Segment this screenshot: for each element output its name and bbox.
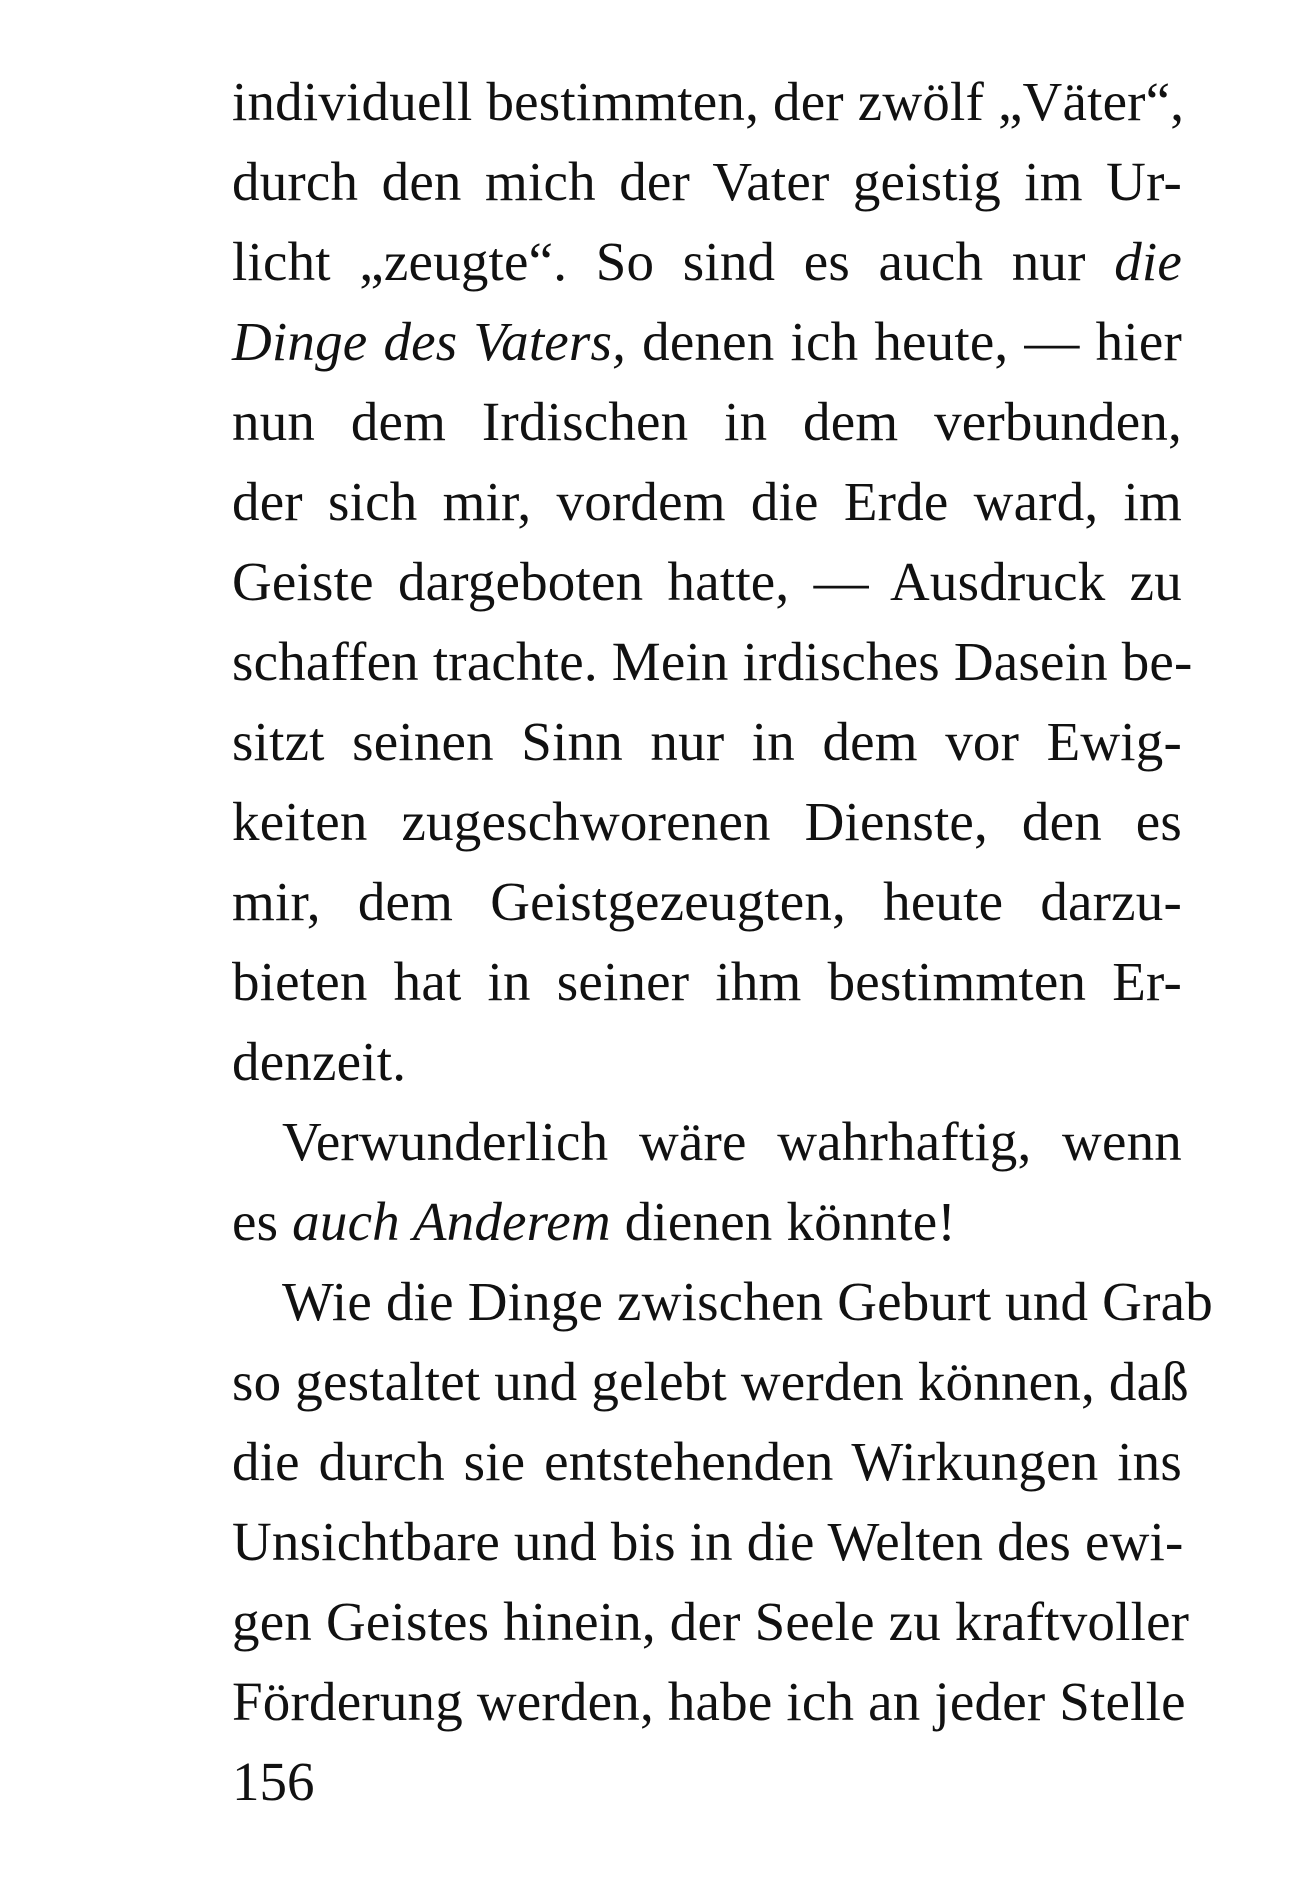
body-text <box>232 62 1213 1742</box>
text-line: keiten zugeschworenen Dienste, den es <box>232 791 1182 852</box>
page-number: 156 <box>232 1751 315 1812</box>
text-line: Geiste dargeboten hatte, — Ausdruck zu <box>232 551 1182 612</box>
text-line: Förderung werden, habe ich an jeder Stelle <box>232 1671 1186 1732</box>
text-line: Verwunderlich wäre wahrhaftig, wenn <box>282 1111 1182 1172</box>
text-line: gen Geistes hinein, der Seele zu kraftvoller <box>232 1591 1190 1652</box>
text-line: nun dem Irdischen in dem verbunden, <box>232 391 1182 452</box>
text-line: sitzt seinen Sinn nur in dem vor Ewig- <box>232 711 1182 772</box>
paragraph-3 <box>232 1262 1213 1742</box>
text-line: Dinge des Vaters, denen ich heute, — hier <box>232 311 1182 372</box>
text-line: Unsichtbare und bis in die Welten des ewi- <box>232 1511 1184 1572</box>
text-line: der sich mir, vordem die Erde ward, im <box>232 471 1182 532</box>
text-line: mir, dem Geistgezeugten, heute darzu- <box>232 871 1182 932</box>
text-line: licht „zeugte“. So sind es auch nur die <box>232 231 1182 292</box>
text-line: es auch Anderem dienen könnte! <box>232 1191 956 1252</box>
text-line: so gestaltet und gelebt werden können, daß <box>232 1351 1189 1412</box>
text-line: bieten hat in seiner ihm bestimmten Er- <box>232 951 1182 1012</box>
text-line: die durch sie entstehenden Wirkungen ins <box>232 1431 1182 1492</box>
text-line: individuell bestimmten, der zwölf „Väter“, <box>232 71 1185 132</box>
text-line: denzeit. <box>232 1031 407 1092</box>
text-line: durch den mich der Vater geistig im Ur- <box>232 151 1182 212</box>
paragraph-2 <box>232 1102 1182 1262</box>
text-line: Wie die Dinge zwischen Geburt und Grab <box>282 1271 1213 1332</box>
paragraph-1 <box>232 62 1193 1102</box>
text-line: schaffen trachte. Mein irdisches Dasein be- <box>232 631 1193 692</box>
